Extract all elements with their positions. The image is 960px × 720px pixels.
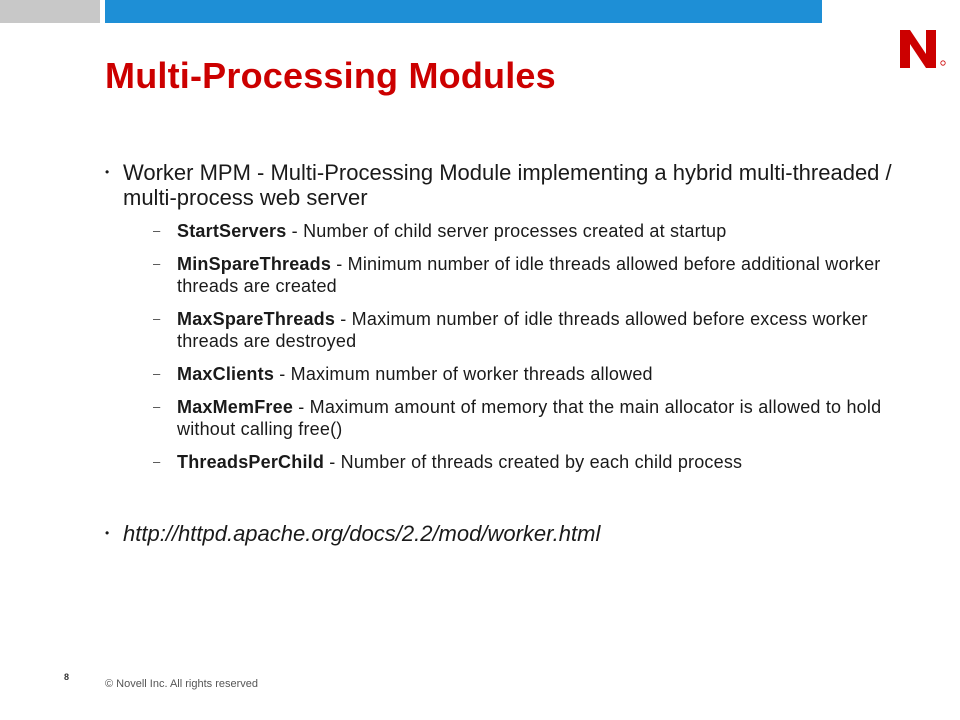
bullet-worker-mpm (105, 160, 905, 473)
sub-item-term: MaxMemFree (177, 397, 294, 417)
header-blue-bar (105, 0, 822, 23)
sub-item-desc: - Minimum number of idle threads allowed before additional worker threads are created (177, 254, 881, 296)
dash-icon: – (153, 399, 161, 414)
sub-item-desc: - Maximum amount of memory that the main allocator is allowed to hold without calling free() (177, 397, 882, 439)
dash-icon: – (153, 454, 161, 469)
sub-item-term: ThreadsPerChild (177, 452, 325, 472)
bullet-link (105, 521, 905, 546)
slide-title: Multi-Processing Modules (105, 55, 556, 96)
sub-list (123, 220, 905, 473)
sub-item-threadsperchild (123, 451, 905, 473)
worker-docs-link[interactable]: http://httpd.apache.org/docs/2.2/mod/worker.html (123, 521, 601, 546)
sub-item-maxsparethreads (123, 308, 905, 352)
sub-item-desc: - Maximum number of idle threads allowed before excess worker threads are destroyed (177, 309, 868, 351)
dash-icon: – (153, 223, 161, 238)
sub-item-term: StartServers (177, 221, 287, 241)
novell-logo-icon (898, 26, 948, 70)
sub-item-term: MaxSpareThreads (177, 309, 336, 329)
page-number: 8 (64, 672, 70, 682)
sub-item-desc: - Number of child server processes created at startup (286, 221, 727, 241)
copyright-footer: © Novell Inc. All rights reserved (105, 678, 258, 690)
sub-item-desc: - Number of threads created by each child process (324, 452, 743, 472)
dash-icon: – (153, 366, 161, 381)
sub-item-minsparethreads (123, 253, 905, 297)
bullet-dot-icon: • (105, 526, 110, 540)
dash-icon: – (153, 311, 161, 326)
sub-item-desc: - Maximum number of worker threads allowed (274, 364, 653, 384)
dash-icon: – (153, 256, 161, 271)
sub-item-term: MaxClients (177, 364, 275, 384)
sub-item-maxmemfree (123, 396, 905, 440)
sub-item-startservers (123, 220, 905, 242)
bullet-text: Worker MPM - Multi-Processing Module implementing a hybrid multi-threaded / multi-process web server (123, 160, 892, 210)
slide-content (105, 160, 905, 546)
header-gray-bar (0, 0, 100, 23)
sub-item-term: MinSpareThreads (177, 254, 332, 274)
bullet-dot-icon: • (105, 165, 110, 179)
sub-item-maxclients (123, 363, 905, 385)
